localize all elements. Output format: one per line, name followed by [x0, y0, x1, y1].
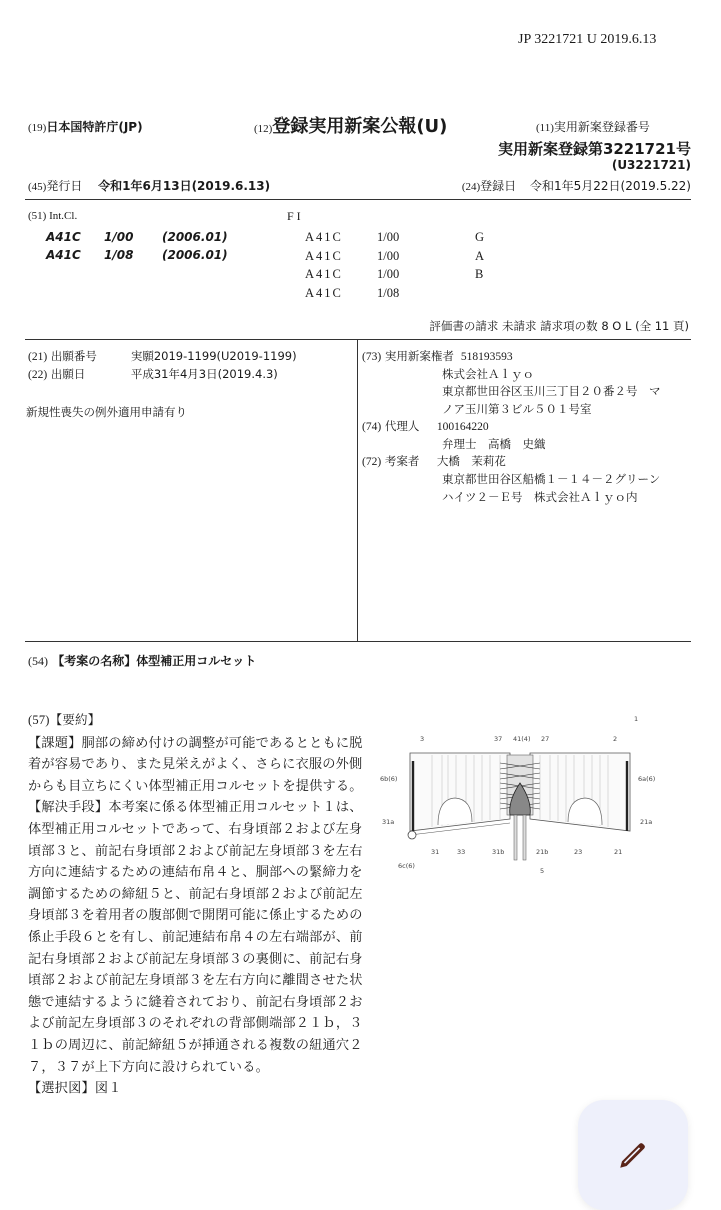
abstract-line: 【選択図】図１ — [28, 1080, 122, 1096]
publication-type — [254, 112, 447, 138]
lace-end — [514, 815, 517, 860]
exception-note: 新規性喪失の例外適用申請有り — [26, 405, 187, 419]
ring — [408, 831, 416, 839]
office — [28, 118, 143, 135]
abstract-line: からも目立ちにくい体型補正用コルセットを提供する。 — [28, 777, 363, 793]
parties-info — [362, 348, 661, 506]
inventor-address-1: 東京都世田谷区船橋１－１４－２グリーン — [442, 472, 661, 487]
abstract-line: 身頃部３を着用者の腹部側で開閉可能に係止するための — [28, 907, 363, 923]
registration-number-short: (U3221721) — [611, 158, 691, 172]
fi-list — [305, 228, 484, 302]
fi-row: A41C 1/08 — [305, 285, 400, 300]
label-holes-right: 27 — [541, 735, 550, 743]
reg-no-label — [536, 118, 650, 135]
fig-label: 1 — [634, 715, 639, 723]
fi-label: F I — [287, 209, 301, 223]
label-ring: 6c(6) — [398, 862, 415, 870]
edit-button[interactable] — [578, 1100, 688, 1210]
examination-summary: 評価書の請求 未請求 請求項の数 8 O L (全 11 頁) — [429, 319, 689, 333]
label-lace: 5 — [540, 867, 545, 875]
abstract-line: 調節するための締紐５と、前記右身頃部２および前記左 — [28, 885, 363, 901]
fi-row: A41C 1/00 G — [305, 230, 485, 244]
issue-code: (45) — [28, 181, 47, 193]
document-id: JP 3221721 U 2019.6.13 — [518, 32, 657, 47]
fi-row: A41C 1/00 A — [305, 248, 485, 263]
office-name: 日本国特許庁(JP) — [46, 120, 143, 134]
app-number-row: (21) 出願番号 実願2019-1199(U2019-1199) — [28, 349, 297, 363]
column-divider — [357, 339, 358, 641]
abstract-line: よび前記左身頃部３のそれぞれの背部側端部２１ｂ，３ — [28, 1015, 363, 1031]
label-fabric: 41(4) — [513, 735, 531, 743]
abstract — [28, 710, 368, 1099]
intcl-row: A41C 1/08 (2006.01) — [46, 248, 228, 262]
inventor-address-2: ハイツ２－Ｅ号 株式会社Ａｌｙｏ内 — [442, 489, 638, 504]
label-bottom-left: 31 — [431, 848, 440, 856]
inventor-row: (72) 考案者 大橋 茉莉花 — [362, 454, 506, 469]
label-hook-right: 6a(6) — [638, 775, 656, 783]
label-back-left: 31b — [492, 848, 505, 856]
reg-date-label: 登録日 — [480, 179, 517, 193]
agent-row: (74) 代理人 100164220 — [362, 418, 489, 433]
app-date-row: (22) 出願日 平成31年4月3日(2019.4.3) — [28, 367, 278, 381]
lace-end — [523, 815, 526, 860]
abstract-line: 体型補正用コルセットであって、右身頃部２および左身 — [28, 820, 363, 836]
label-edge-right: 21a — [640, 818, 653, 826]
pub-type: 登録実用新案公報(U) — [272, 116, 448, 137]
abstract-line: 【課題】胴部の締め付けの調整が可能であるとともに脱 — [28, 734, 363, 750]
abstract-line: 着が容易であり、また見栄えがよく、さらに衣服の外側 — [28, 756, 363, 772]
registration-date-row — [462, 177, 691, 194]
abstract-line: 頃部３と、前記右身頃部２および前記左身頃部３を左右 — [28, 842, 363, 858]
reg-no-label-text: 実用新案登録番号 — [553, 120, 650, 134]
reg-date: 令和1年5月22日(2019.5.22) — [530, 179, 691, 193]
label-bottom-right: 21 — [614, 848, 623, 856]
holder-address-1: 東京都世田谷区玉川三丁目２０番２号 マ — [442, 384, 661, 399]
abstract-line: 方向に連結するための連結布帛４と、胴部への緊締力を — [28, 864, 363, 880]
intcl-list — [46, 228, 228, 264]
pencil-icon — [616, 1138, 650, 1172]
holder-row: (73) 実用新案権者 518193593 — [362, 349, 513, 363]
office-code: (19) — [28, 122, 47, 134]
issue-label: 発行日 — [46, 179, 83, 193]
holder-address-2: ノア玉川第３ビル５０１号室 — [442, 401, 592, 416]
corset-figure — [370, 705, 670, 885]
abstract-line: 記右身頃部２および前記左身頃部３の裏側に、前記右身 — [28, 950, 363, 966]
abstract-line: 係止手段６とを有し、前記連結布帛４の左右端部が、前 — [28, 928, 363, 944]
abstract-heading: (57)【要約】 — [28, 713, 101, 727]
label-holes-left: 37 — [494, 735, 503, 743]
registration-number: 実用新案登録第3221721号 — [497, 140, 691, 158]
divider — [25, 339, 691, 340]
abstract-line: ７，３７が上下方向に設けられている。 — [28, 1058, 269, 1074]
issue-date-row — [28, 177, 270, 194]
fi-row: A41C 1/00 B — [305, 267, 484, 281]
application-info — [28, 348, 297, 384]
label-edge-left: 31a — [382, 818, 395, 826]
label-left-panel: 3 — [420, 735, 425, 743]
reg-no-code: (11) — [536, 122, 554, 134]
divider — [25, 641, 691, 642]
label-arch-right: 23 — [574, 848, 583, 856]
abstract-line: １ｂの周辺に、前記締紐５が挿通される複数の紐通穴２ — [28, 1036, 363, 1052]
abstract-line: 態で連結するように縫着されており、前記右身頃部２お — [28, 993, 363, 1009]
label-arch-left: 33 — [457, 848, 466, 856]
label-right-panel: 2 — [613, 735, 618, 743]
divider — [25, 199, 691, 200]
holder-name: 株式会社Ａｌｙｏ — [442, 367, 534, 382]
label-hook-left: 6b(6) — [380, 775, 398, 783]
abstract-line: 頃部２および前記左身頃部３を左右方向に離間させた状 — [28, 972, 363, 988]
utility-model-title: (54) 【考案の名称】体型補正用コルセット — [28, 654, 257, 668]
pub-code: (12) — [254, 123, 273, 135]
issue-date: 令和1年6月13日(2019.6.13) — [98, 179, 271, 193]
label-back-right: 21b — [536, 848, 549, 856]
intcl-row: A41C 1/00 (2006.01) — [46, 230, 228, 244]
reg-date-code: (24) — [461, 181, 481, 193]
abstract-line: 【解決手段】本考案に係る体型補正用コルセット１は、 — [28, 799, 363, 815]
agent-name: 弁理士 高橋 史織 — [442, 437, 546, 452]
intcl-label: (51) Int.Cl. — [28, 210, 78, 222]
